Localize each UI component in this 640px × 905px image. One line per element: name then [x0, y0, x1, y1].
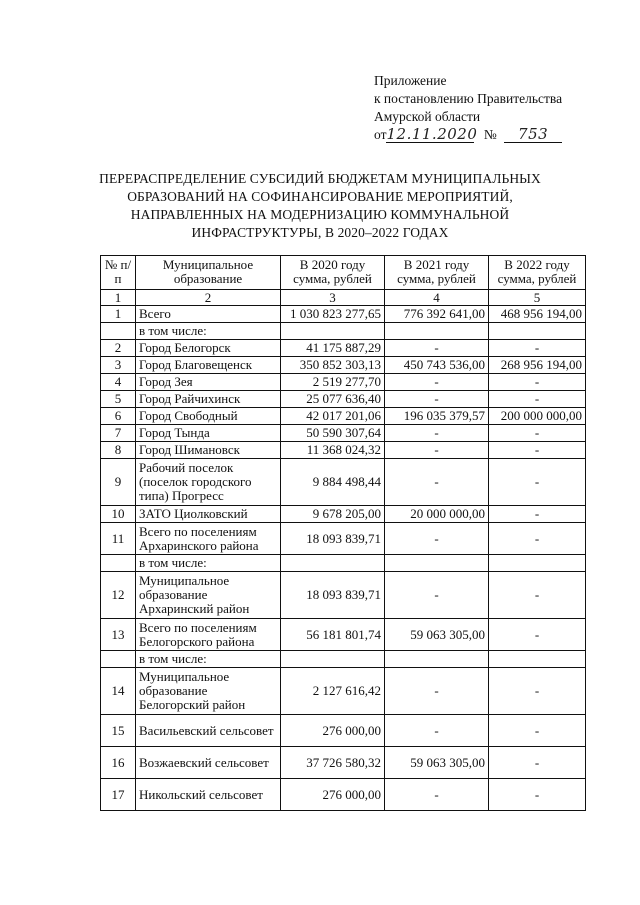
index-cell: 5	[489, 290, 586, 306]
municipality-name-cell: Возжаевский сельсовет	[136, 747, 281, 779]
amount-2021-cell: -	[385, 523, 489, 555]
table-row	[101, 425, 586, 442]
header-2022: В 2022 году сумма, рублей	[489, 256, 586, 290]
empty-cell	[281, 323, 385, 340]
table-row	[101, 408, 586, 425]
row-number-cell: 4	[101, 374, 136, 391]
amount-2022-cell: -	[489, 442, 586, 459]
row-number-cell: 7	[101, 425, 136, 442]
row-number-cell: 14	[101, 668, 136, 715]
index-cell: 2	[136, 290, 281, 306]
amount-2020-cell: 276 000,00	[281, 779, 385, 811]
number-label: №	[483, 127, 497, 142]
header-2021: В 2021 году сумма, рублей	[385, 256, 489, 290]
amount-2020-cell: 9 884 498,44	[281, 459, 385, 506]
amount-2022-cell: -	[489, 619, 586, 651]
document-title	[0, 170, 640, 242]
empty-cell	[489, 555, 586, 572]
municipality-name-cell: Всего по поселениям Архаринского района	[136, 523, 281, 555]
amount-2021-cell: -	[385, 425, 489, 442]
title-line-2: ОБРАЗОВАНИЙ НА СОФИНАНСИРОВАНИЕ МЕРОПРИЯТИЙ,	[127, 189, 513, 204]
handwritten-number: 753	[518, 125, 549, 143]
row-number-cell: 2	[101, 340, 136, 357]
amount-2021-cell: 20 000 000,00	[385, 506, 489, 523]
amount-2021-cell: -	[385, 442, 489, 459]
table-row	[101, 619, 586, 651]
amount-2022-cell: -	[489, 459, 586, 506]
row-number-cell: 17	[101, 779, 136, 811]
table-row	[101, 715, 586, 747]
amount-2022-cell: -	[489, 340, 586, 357]
row-number-cell: 5	[101, 391, 136, 408]
amount-2022-cell: 468 956 194,00	[489, 306, 586, 323]
amount-2022-cell: -	[489, 506, 586, 523]
row-number-cell: 9	[101, 459, 136, 506]
amount-2021-cell: -	[385, 459, 489, 506]
municipality-name-cell: Никольский сельсовет	[136, 779, 281, 811]
row-number-cell: 8	[101, 442, 136, 459]
amount-2020-cell: 37 726 580,32	[281, 747, 385, 779]
table-row	[101, 572, 586, 619]
amount-2021-cell: -	[385, 340, 489, 357]
table-row	[101, 391, 586, 408]
empty-cell	[385, 651, 489, 668]
amount-2020-cell: 2 127 616,42	[281, 668, 385, 715]
amount-2020-cell: 42 017 201,06	[281, 408, 385, 425]
amount-2020-cell: 56 181 801,74	[281, 619, 385, 651]
amount-2021-cell: -	[385, 391, 489, 408]
table-subheading-row	[101, 555, 586, 572]
municipality-name-cell: Муниципальное образование Архаринский район	[136, 572, 281, 619]
amount-2022-cell: 200 000 000,00	[489, 408, 586, 425]
table-row	[101, 459, 586, 506]
title-line-1: ПЕРЕРАСПРЕДЕЛЕНИЕ СУБСИДИЙ БЮДЖЕТАМ МУНИЦИПАЛЬНЫХ	[99, 171, 541, 186]
row-number-cell: 1	[101, 306, 136, 323]
amount-2022-cell: -	[489, 779, 586, 811]
approval-date-line	[374, 126, 562, 144]
municipality-name-cell: Рабочий поселок (поселок городского типа) Прогресс	[136, 459, 281, 506]
empty-cell	[101, 555, 136, 572]
municipality-name-cell: Город Белогорск	[136, 340, 281, 357]
amount-2021-cell: -	[385, 668, 489, 715]
municipality-name-cell: Город Свободный	[136, 408, 281, 425]
amount-2020-cell: 1 030 823 277,65	[281, 306, 385, 323]
table-row	[101, 374, 586, 391]
empty-cell	[101, 651, 136, 668]
subheading-text: в том числе:	[136, 323, 281, 340]
row-number-cell: 3	[101, 357, 136, 374]
amount-2021-cell: -	[385, 374, 489, 391]
approval-block	[374, 72, 562, 144]
header-name: Муниципальное образование	[136, 256, 281, 290]
table-row	[101, 442, 586, 459]
row-number-cell: 10	[101, 506, 136, 523]
amount-2021-cell: 776 392 641,00	[385, 306, 489, 323]
handwritten-date: 12.11.2020	[386, 125, 478, 143]
empty-cell	[281, 555, 385, 572]
row-number-cell: 12	[101, 572, 136, 619]
approval-line-3: Амурской области	[374, 109, 481, 124]
amount-2022-cell: 268 956 194,00	[489, 357, 586, 374]
amount-2022-cell: -	[489, 425, 586, 442]
empty-cell	[385, 555, 489, 572]
amount-2022-cell: -	[489, 572, 586, 619]
table-row	[101, 747, 586, 779]
table-row	[101, 340, 586, 357]
table-row	[101, 306, 586, 323]
municipality-name-cell: Муниципальное образование Белогорский район	[136, 668, 281, 715]
amount-2020-cell: 41 175 887,29	[281, 340, 385, 357]
title-line-3: НАПРАВЛЕННЫХ НА МОДЕРНИЗАЦИЮ КОММУНАЛЬНОЙ	[130, 207, 510, 222]
empty-cell	[385, 323, 489, 340]
title-line-4: ИНФРАСТРУКТУРЫ, В 2020–2022 ГОДАХ	[191, 225, 449, 240]
amount-2022-cell: -	[489, 668, 586, 715]
subheading-text: в том числе:	[136, 555, 281, 572]
amount-2020-cell: 25 077 636,40	[281, 391, 385, 408]
amount-2022-cell: -	[489, 374, 586, 391]
table-row	[101, 357, 586, 374]
municipality-name-cell: Всего	[136, 306, 281, 323]
municipality-name-cell: Васильевский сельсовет	[136, 715, 281, 747]
amount-2021-cell: 59 063 305,00	[385, 747, 489, 779]
municipality-name-cell: Всего по поселениям Белогорского района	[136, 619, 281, 651]
municipality-name-cell: Город Шимановск	[136, 442, 281, 459]
amount-2021-cell: 196 035 379,57	[385, 408, 489, 425]
row-number-cell: 15	[101, 715, 136, 747]
row-number-cell: 16	[101, 747, 136, 779]
amount-2021-cell: -	[385, 572, 489, 619]
amount-2020-cell: 276 000,00	[281, 715, 385, 747]
approval-line-1: Приложение	[374, 73, 447, 88]
subheading-text: в том числе:	[136, 651, 281, 668]
municipality-name-cell: ЗАТО Циолковский	[136, 506, 281, 523]
index-cell: 3	[281, 290, 385, 306]
empty-cell	[489, 323, 586, 340]
amount-2020-cell: 9 678 205,00	[281, 506, 385, 523]
table-row	[101, 668, 586, 715]
empty-cell	[489, 651, 586, 668]
amount-2020-cell: 18 093 839,71	[281, 572, 385, 619]
column-index-row	[101, 290, 586, 306]
date-prefix: от	[374, 127, 387, 142]
approval-line-2: к постановлению Правительства	[374, 91, 563, 106]
amount-2022-cell: -	[489, 523, 586, 555]
municipality-name-cell: Город Благовещенск	[136, 357, 281, 374]
municipality-name-cell: Город Райчихинск	[136, 391, 281, 408]
amount-2021-cell: -	[385, 779, 489, 811]
municipality-name-cell: Город Зея	[136, 374, 281, 391]
amount-2020-cell: 350 852 303,13	[281, 357, 385, 374]
row-number-cell: 11	[101, 523, 136, 555]
table-row	[101, 506, 586, 523]
table-subheading-row	[101, 323, 586, 340]
amount-2022-cell: -	[489, 391, 586, 408]
row-number-cell: 6	[101, 408, 136, 425]
amount-2022-cell: -	[489, 715, 586, 747]
table-body	[101, 290, 586, 811]
subsidy-table	[100, 255, 586, 811]
municipality-name-cell: Город Тында	[136, 425, 281, 442]
amount-2022-cell: -	[489, 747, 586, 779]
amount-2020-cell: 11 368 024,32	[281, 442, 385, 459]
header-num: № п/п	[101, 256, 136, 290]
table-header-row	[101, 256, 586, 290]
empty-cell	[101, 323, 136, 340]
amount-2021-cell: -	[385, 715, 489, 747]
row-number-cell: 13	[101, 619, 136, 651]
empty-cell	[281, 651, 385, 668]
table-row	[101, 523, 586, 555]
index-cell: 4	[385, 290, 489, 306]
amount-2020-cell: 18 093 839,71	[281, 523, 385, 555]
amount-2020-cell: 2 519 277,70	[281, 374, 385, 391]
amount-2021-cell: 450 743 536,00	[385, 357, 489, 374]
table-subheading-row	[101, 651, 586, 668]
header-2020: В 2020 году сумма, рублей	[281, 256, 385, 290]
table-row	[101, 779, 586, 811]
index-cell: 1	[101, 290, 136, 306]
amount-2020-cell: 50 590 307,64	[281, 425, 385, 442]
amount-2021-cell: 59 063 305,00	[385, 619, 489, 651]
